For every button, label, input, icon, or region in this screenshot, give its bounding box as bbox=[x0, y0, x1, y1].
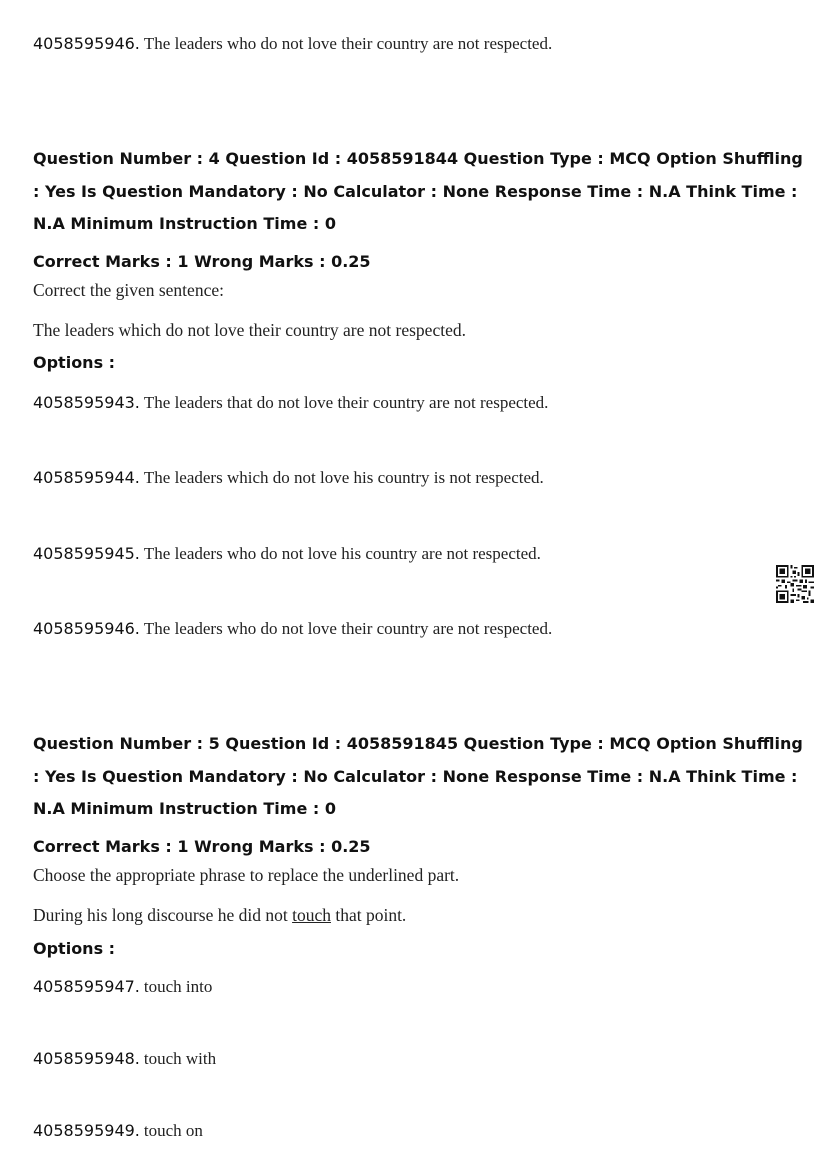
option-row[interactable] bbox=[33, 1049, 216, 1069]
option-row[interactable] bbox=[33, 544, 541, 564]
question-5-marks: Correct Marks : 1 Wrong Marks : 0.25 bbox=[33, 837, 371, 856]
option-text: The leaders who do not love his country are not respected. bbox=[143, 544, 541, 563]
option-id: 4058595949. bbox=[33, 1121, 140, 1140]
option-row[interactable] bbox=[33, 1121, 203, 1141]
option-id: 4058595945. bbox=[33, 544, 140, 563]
option-id: 4058595946. bbox=[33, 619, 140, 638]
option-row[interactable] bbox=[33, 468, 544, 488]
option-row[interactable] bbox=[33, 393, 548, 413]
option-row[interactable] bbox=[33, 977, 212, 997]
question-5-instruction: Choose the appropriate phrase to replace the underlined part. bbox=[33, 865, 460, 885]
sentence-end: that point. bbox=[330, 905, 407, 925]
option-id: 4058595944. bbox=[33, 468, 140, 487]
question-4-marks: Correct Marks : 1 Wrong Marks : 0.25 bbox=[33, 252, 371, 271]
option-text: The leaders who do not love their country are not respected. bbox=[143, 34, 553, 53]
option-text: The leaders who do not love their country are not respected. bbox=[143, 619, 553, 638]
question-5-sentence bbox=[33, 905, 406, 926]
option-text: The leaders that do not love their country are not respected. bbox=[143, 393, 549, 412]
question-5-header: Question Number : 5 Question Id : 4058591845 Question Type : MCQ Option Shuffling : Yes Is Question Mandatory : No Calculator : None Response Time : N.A Think Time : N.A Minimum Instruction Time : 0 bbox=[33, 734, 803, 818]
question-4-header: Question Number : 4 Question Id : 4058591844 Question Type : MCQ Option Shuffling : Yes Is Question Mandatory : No Calculator : None Response Time : N.A Think Time : N.A Minimum Instruction Time : 0 bbox=[33, 149, 803, 233]
option-row[interactable] bbox=[33, 34, 552, 54]
underlined-word: touch bbox=[292, 905, 331, 925]
option-id: 4058595943. bbox=[33, 393, 140, 412]
option-text: touch into bbox=[143, 977, 213, 996]
question-5-options-label: Options : bbox=[33, 939, 116, 958]
question-4-sentence: The leaders which do not love their country are not respected. bbox=[33, 320, 466, 340]
option-id: 4058595946. bbox=[33, 34, 140, 53]
option-id: 4058595947. bbox=[33, 977, 140, 996]
option-text: touch with bbox=[143, 1049, 217, 1068]
qr-code-icon bbox=[776, 565, 814, 603]
question-4-instruction: Correct the given sentence: bbox=[33, 280, 224, 300]
option-row[interactable] bbox=[33, 619, 552, 639]
option-text: The leaders which do not love his country is not respected. bbox=[143, 468, 544, 487]
option-id: 4058595948. bbox=[33, 1049, 140, 1068]
option-text: touch on bbox=[143, 1121, 203, 1140]
question-4-options-label: Options : bbox=[33, 353, 116, 372]
sentence-start: During his long discourse he did not bbox=[33, 905, 293, 925]
